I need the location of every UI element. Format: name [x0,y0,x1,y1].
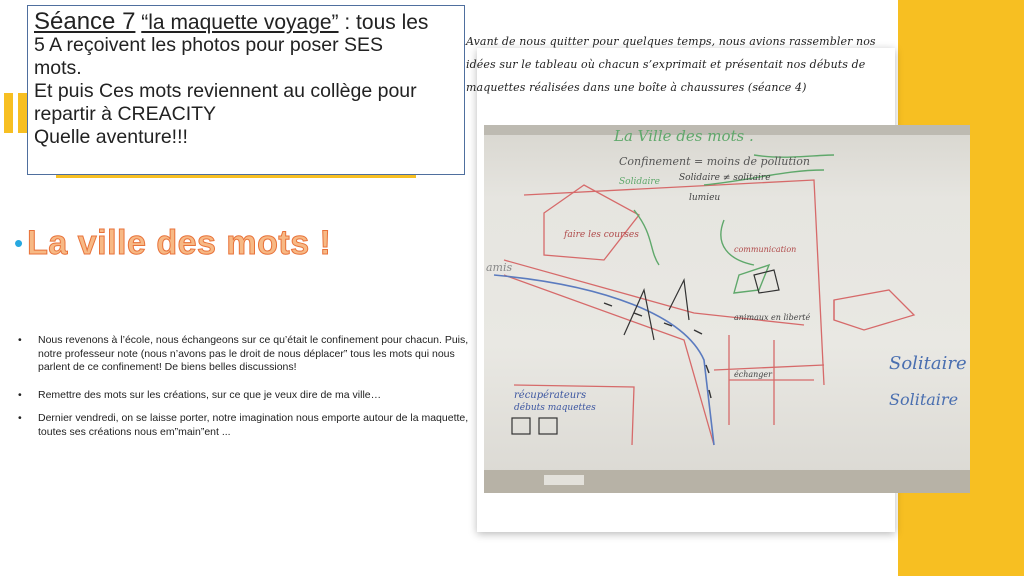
card-caption: Avant de nous quitter pour quelques temps, nous avions rassembler nos idées sur le tableau où chacun s’exprimait et présentait nos débuts de maquettes réalisées dans une boîte à chaussures (séance 4) [466,35,876,94]
bullet-dot: • [18,334,22,346]
title-line-6: Quelle aventure!!! [34,126,188,148]
left-decorative-bar [4,93,13,133]
title-rest: : tous les [338,11,429,34]
title-line-2: 5 A reçoivent les photos pour poser SES [34,34,384,56]
list-item [18,334,473,375]
whiteboard-word: communication [734,245,797,254]
whiteboard-title: La Ville des mots . [614,127,754,145]
left-decorative-bar [18,93,27,133]
bullet-dot: • [18,412,22,424]
title-line-5: repartir à CREACITY [34,103,217,125]
whiteboard-word: lumieu [689,193,721,203]
heading-bullet-icon: • [14,228,24,258]
seance-label: Séance 7 [34,8,136,35]
section-heading [14,224,331,263]
title-box [27,5,465,175]
whiteboard-word: Solitaire [889,390,959,409]
title-line-1 [34,10,458,34]
list-item [18,389,473,403]
whiteboard-word: Confinement = moins de pollution [619,155,810,168]
whiteboard-word: Solidaire [619,177,660,187]
whiteboard-word: échanger [734,370,772,379]
bullet-text: Nous revenons à l’école, nous échangeons sur ce qu’était le confinement pour chacun. Puis, notre professeur note (nous n’avons pas le droit de nous déplacer” tous les mots qui nous parlent de ce confinement! De biens belles discussions! [38,334,469,373]
bullet-text: Remettre des mots sur les créations, sur ce que je veux dire de ma ville… [38,388,382,401]
title-line-4: Et puis Ces mots reviennent au collège pour [34,80,417,102]
heading-text: La ville des mots ! [27,224,332,262]
seance-quote: “la maquette voyage” [141,11,339,34]
whiteboard-photo [484,125,970,493]
title-line-3: mots. [34,57,82,79]
bullet-text: Dernier vendredi, on se laisse porter, notre imagination nous emporte autour de la maquette, toutes ses créations nous em”main”ent ... [38,412,469,438]
whiteboard-word: récupérateurs [514,390,587,401]
whiteboard-word: amis [486,261,513,274]
whiteboard-word: Solitaire [889,353,967,374]
bullet-list [18,334,473,449]
whiteboard-word: animaux en liberté [734,313,811,322]
list-item [18,412,473,439]
bullet-dot: • [18,388,22,401]
whiteboard-word: débuts maquettes [514,403,596,413]
whiteboard-word: Solidaire ≠ solitaire [679,173,771,183]
whiteboard-word: faire les courses [564,230,639,240]
